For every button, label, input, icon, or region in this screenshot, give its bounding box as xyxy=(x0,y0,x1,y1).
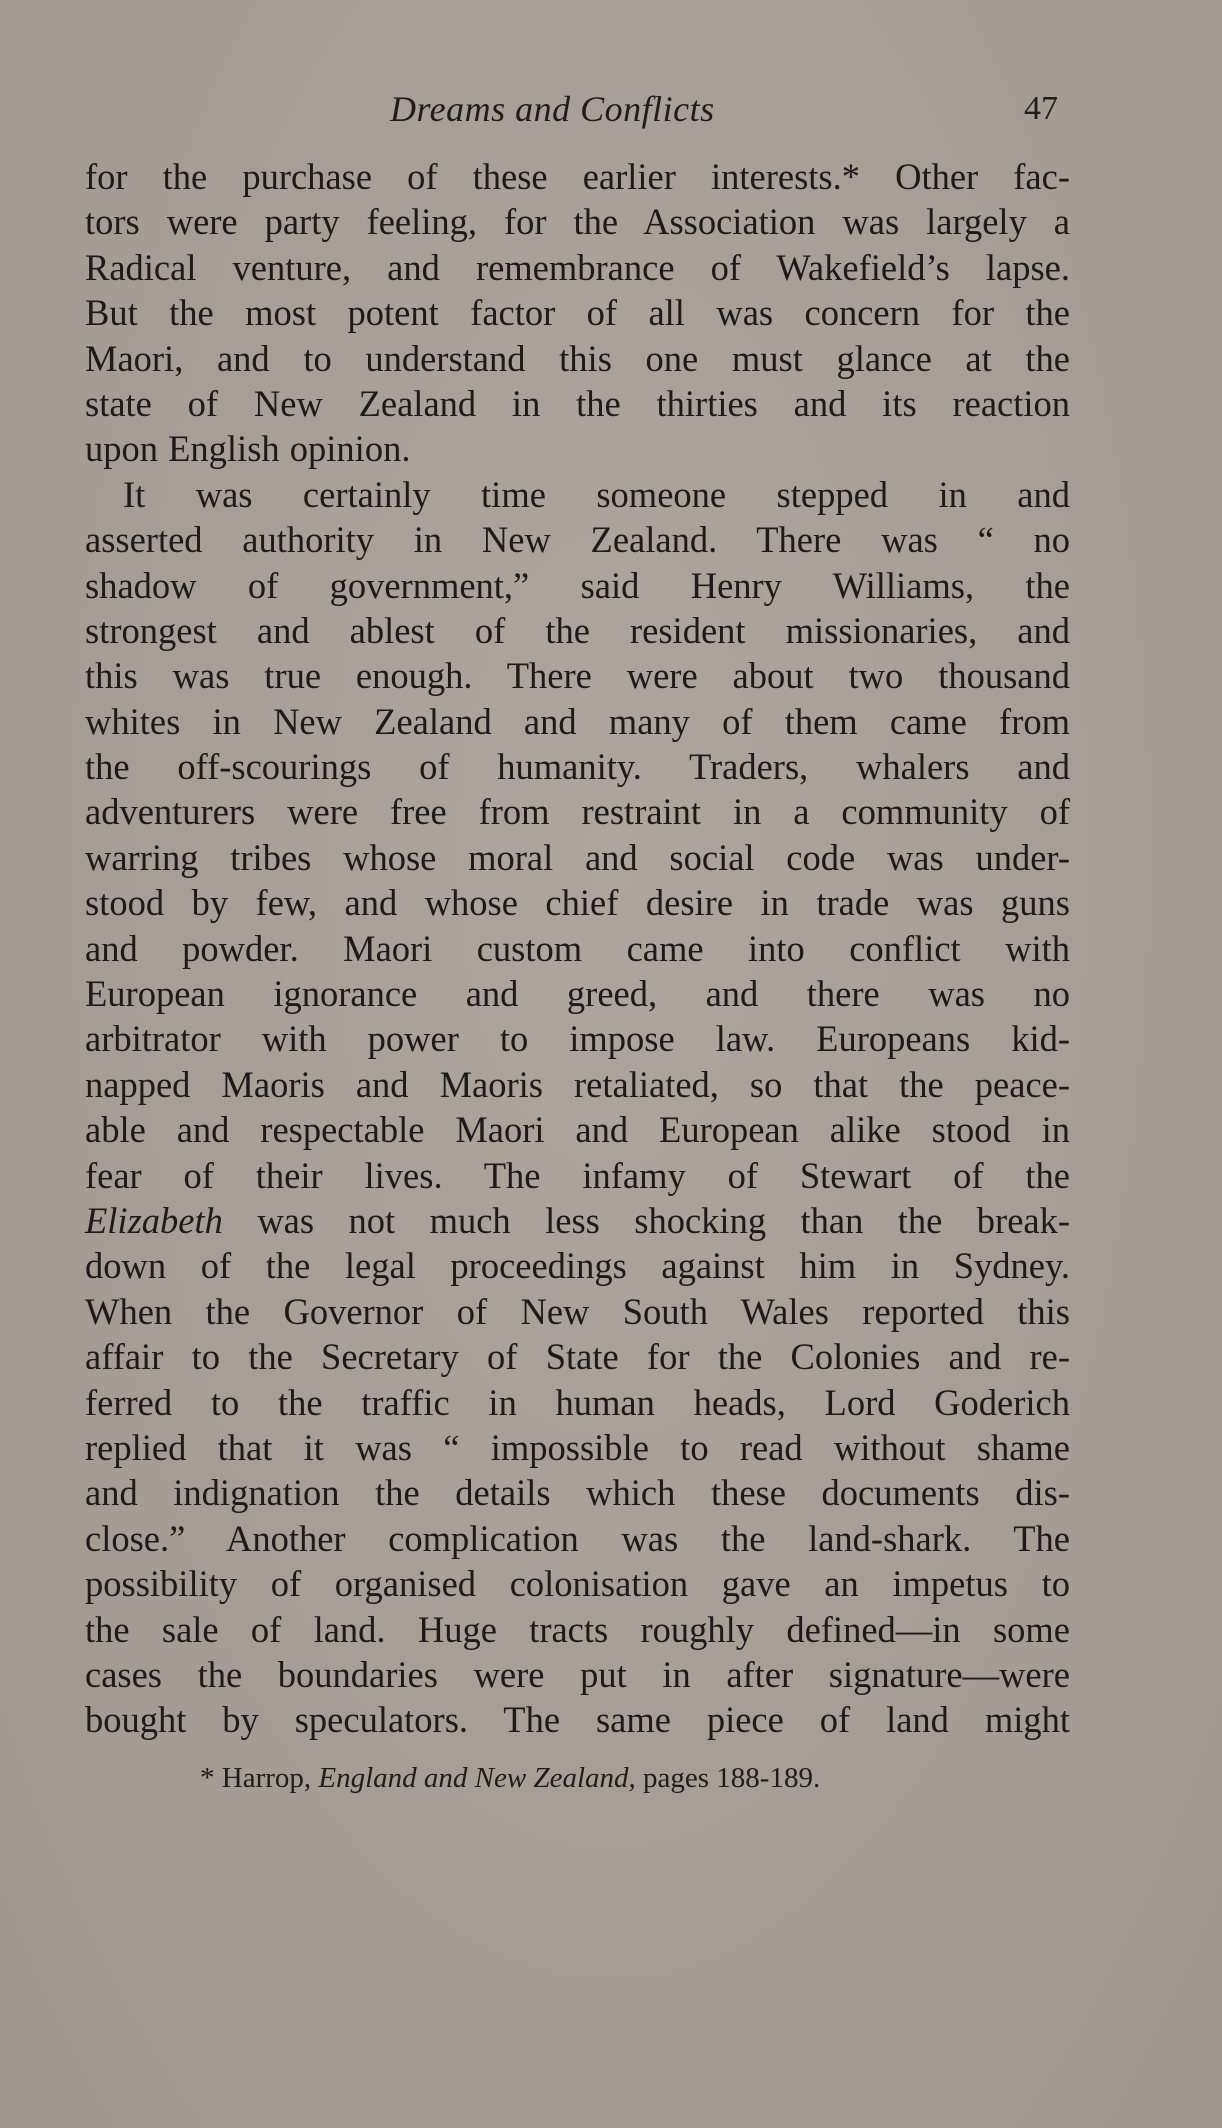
text-line: down of the legal proceedings against him in Sydney. xyxy=(85,1245,1070,1287)
text-line: state of New Zealand in the thirties and its reaction xyxy=(85,382,1070,424)
text-line: asserted authority in New Zealand. There was “ no xyxy=(85,519,1070,561)
text-line: the sale of land. Huge tracts roughly defined—in some xyxy=(85,1608,1070,1650)
text-line: for the purchase of these earlier interests.* Other fac- xyxy=(85,156,1070,197)
ship-name: Elizabeth xyxy=(85,1199,223,1241)
text-line: tors were party feeling, for the Association was largely a xyxy=(85,201,1070,243)
text-line: this was true enough. There were about two thousand xyxy=(85,655,1070,697)
text-line: fear of their lives. The infamy of Stewart of the xyxy=(85,1154,1070,1196)
text-line: napped Maoris and Maoris retaliated, so that the peace- xyxy=(85,1063,1070,1105)
text-line: shadow of government,” said Henry Williams, the xyxy=(85,564,1070,606)
footnote-pages: pages 188-189. xyxy=(643,1762,821,1794)
text-line: strongest and ablest of the resident missionaries, and xyxy=(85,609,1070,651)
text-line: the off-scourings of humanity. Traders, whalers and xyxy=(85,746,1070,788)
running-head xyxy=(85,88,1075,138)
text-line: close.” Another complication was the land-shark. The xyxy=(85,1517,1070,1559)
text-line: arbitrator with power to impose law. Europeans kid- xyxy=(85,1018,1070,1060)
text-line: Maori, and to understand this one must glance at the xyxy=(85,337,1070,379)
paragraph-start-line: It was certainly time someone stepped in and xyxy=(123,473,1070,515)
page-number: 47 xyxy=(1024,90,1058,127)
text-line: affair to the Secretary of State for the Colonies and re- xyxy=(85,1336,1070,1378)
footnote xyxy=(200,1762,820,1795)
running-head-title: Dreams and Conflicts xyxy=(390,89,715,129)
book-page xyxy=(85,0,1075,2128)
footnote-author: * Harrop, xyxy=(200,1762,312,1794)
text-line: able and respectable Maori and European alike stood in xyxy=(85,1109,1070,1151)
body-text xyxy=(85,154,1070,1743)
text-line: But the most potent factor of all was concern for the xyxy=(85,292,1070,334)
text-line-rest: was not much less shocking than the break- xyxy=(257,1199,1071,1241)
text-line-with-ship-name xyxy=(85,1198,1070,1243)
text-line: replied that it was “ impossible to read without shame xyxy=(85,1426,1070,1468)
text-line: possibility of organised colonisation gave an impetus to xyxy=(85,1563,1070,1605)
paragraph-end-line: upon English opinion. xyxy=(85,428,411,470)
text-line: When the Governor of New South Wales reported this xyxy=(85,1290,1070,1332)
text-line: ferred to the traffic in human heads, Lord Goderich xyxy=(85,1381,1070,1423)
text-line: European ignorance and greed, and there was no xyxy=(85,973,1070,1015)
footnote-title: England and New Zealand, xyxy=(318,1762,636,1794)
text-line: warring tribes whose moral and social code was under- xyxy=(85,836,1070,878)
text-line: whites in New Zealand and many of them came from xyxy=(85,700,1070,742)
text-line: stood by few, and whose chief desire in trade was guns xyxy=(85,882,1070,924)
text-line: adventurers were free from restraint in a community of xyxy=(85,791,1070,833)
text-line: and indignation the details which these documents dis- xyxy=(85,1472,1070,1514)
text-line: cases the boundaries were put in after signature—were xyxy=(85,1653,1070,1695)
text-line: and powder. Maori custom came into conflict with xyxy=(85,927,1070,969)
text-line: bought by speculators. The same piece of land might xyxy=(85,1699,1070,1741)
text-line: Radical venture, and remembrance of Wakefield’s lapse. xyxy=(85,246,1070,288)
